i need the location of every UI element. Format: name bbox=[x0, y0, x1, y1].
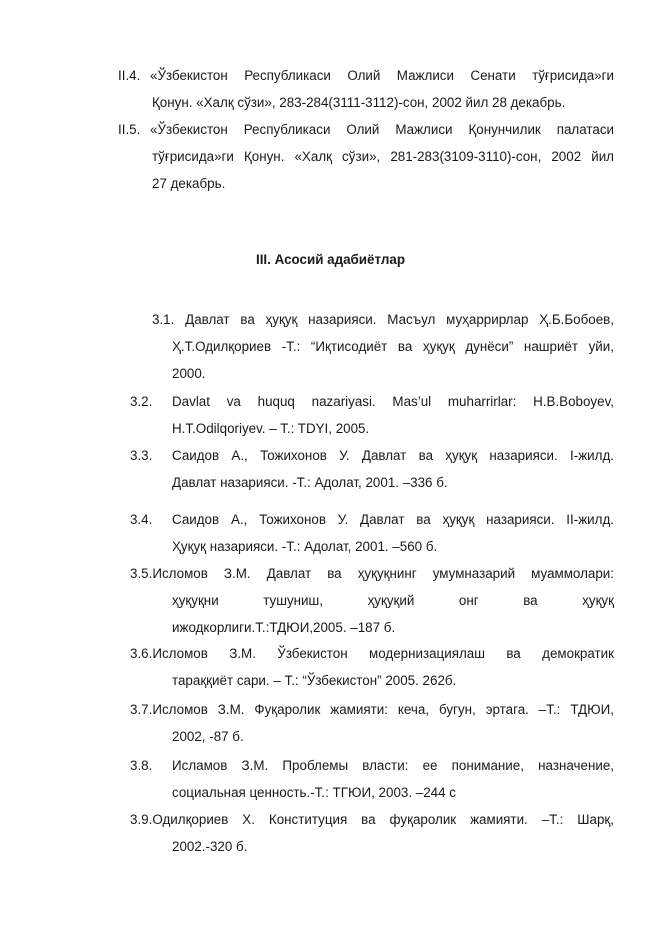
literature-item-3-3 bbox=[130, 442, 614, 496]
entry-line: 27 декабрь. bbox=[152, 176, 226, 191]
literature-item-3-7 bbox=[130, 696, 614, 750]
entry-line: Ҳ.Т.Одилқориев -Т.: “Иқтисодиёт ва ҳуқуқ дунёси” нашриёт уйи, bbox=[172, 339, 614, 354]
entry-number: 3.4. bbox=[130, 512, 153, 527]
entry-line: H.T.Odilqoriyev. – T.: TDYI, 2005. bbox=[172, 421, 370, 436]
entry-line: 3.5.Исломов З.М. Давлат ва ҳуқуқнинг умумназарий муаммолари: bbox=[130, 566, 614, 581]
entry-number: 3.1. bbox=[152, 312, 175, 327]
literature-item-3-8 bbox=[130, 752, 614, 806]
entry-line: 3.1. Давлат ва ҳуқуқ назарияси. Масъул муҳаррирлар Ҳ.Б.Бобоев, bbox=[152, 312, 614, 327]
entry-line: Давлат назарияси. -Т.: Адолат, 2001. –336 б. bbox=[172, 475, 448, 490]
entry-number: 3.8. bbox=[130, 758, 153, 773]
literature-item-3-4 bbox=[130, 506, 614, 560]
literature-item-3-6 bbox=[130, 640, 614, 694]
literature-item-3-2 bbox=[130, 388, 614, 442]
entry-line: 3.6.Исломов З.М. Ўзбекистон модернизациялаш ва демократик bbox=[130, 646, 614, 661]
entry-number: 3.6. bbox=[130, 646, 153, 661]
law-entry-II-5 bbox=[118, 116, 614, 197]
entry-line: тараққиёт сари. – Т.: “Ўзбекистон” 2005. 262б. bbox=[172, 673, 457, 688]
entry-line: Ҳуқуқ назарияси. -Т.: Адолат, 2001. –560 б. bbox=[172, 539, 438, 554]
section-heading: III. Асосий адабиётлар bbox=[255, 252, 406, 267]
entry-number: 3.5. bbox=[130, 566, 153, 581]
law-entry-II-4 bbox=[118, 62, 614, 116]
entry-number: II.5. bbox=[118, 122, 141, 137]
entry-line: «Ўзбекистон Республикаси Олий Мажлиси Сенати тўғрисида»ги bbox=[150, 68, 614, 83]
entry-line: «Ўзбекистон Республикаси Олий Мажлиси Қонунчилик палатаси bbox=[150, 122, 614, 137]
literature-item-3-1 bbox=[130, 306, 614, 387]
entry-line: ижодкорлиги.Т.:ТДЮИ,2005. –187 б. bbox=[172, 620, 396, 635]
entry-line: 3.7.Исломов З.М. Фуқаролик жамияти: кеча, бугун, эртага. –Т.: ТДЮИ, bbox=[130, 702, 614, 717]
entry-line: Саидов А., Тожихонов У. Давлат ва ҳуқуқ назарияси. I-жилд. bbox=[172, 448, 614, 463]
entry-number: II.4. bbox=[118, 68, 141, 83]
entry-line: 2002, -87 б. bbox=[172, 729, 244, 744]
entry-line: Саидов А., Тожихонов У. Давлат ва ҳуқуқ назарияси. II-жилд. bbox=[172, 512, 614, 527]
literature-item-3-5 bbox=[130, 560, 614, 641]
entry-line: ҳуқуқни тушуниш, ҳуқуқий онг ва ҳуқуқ bbox=[172, 593, 614, 608]
entry-line: 2000. bbox=[172, 366, 206, 381]
literature-item-3-9 bbox=[130, 806, 614, 860]
entry-line: 3.9.Одилқориев Х. Конституция ва фуқаролик жамияти. –Т.: Шарқ, bbox=[130, 812, 614, 827]
entry-line: Davlat va huquq nazariyasi. Mas’ul muharrirlar: H.B.Boboyev, bbox=[172, 394, 614, 409]
entry-number: 3.2. bbox=[130, 394, 153, 409]
entry-line: Қонун. «Халқ сўзи», 283-284(3111-3112)-сон, 2002 йил 28 декабрь. bbox=[152, 95, 566, 110]
entry-line: Исламов З.М. Проблемы власти: ее понимание, назначение, bbox=[172, 758, 614, 773]
entry-line: 2002.-320 б. bbox=[172, 839, 248, 854]
entry-number: 3.3. bbox=[130, 448, 153, 463]
entry-number: 3.9. bbox=[130, 812, 153, 827]
entry-line: социальная ценность.-Т.: ТГЮИ, 2003. –244 с bbox=[172, 785, 456, 800]
entry-number: 3.7. bbox=[130, 702, 153, 717]
entry-line: тўғрисида»ги Қонун. «Халқ сўзи», 281-283(3109-3110)-сон, 2002 йил bbox=[152, 149, 614, 164]
